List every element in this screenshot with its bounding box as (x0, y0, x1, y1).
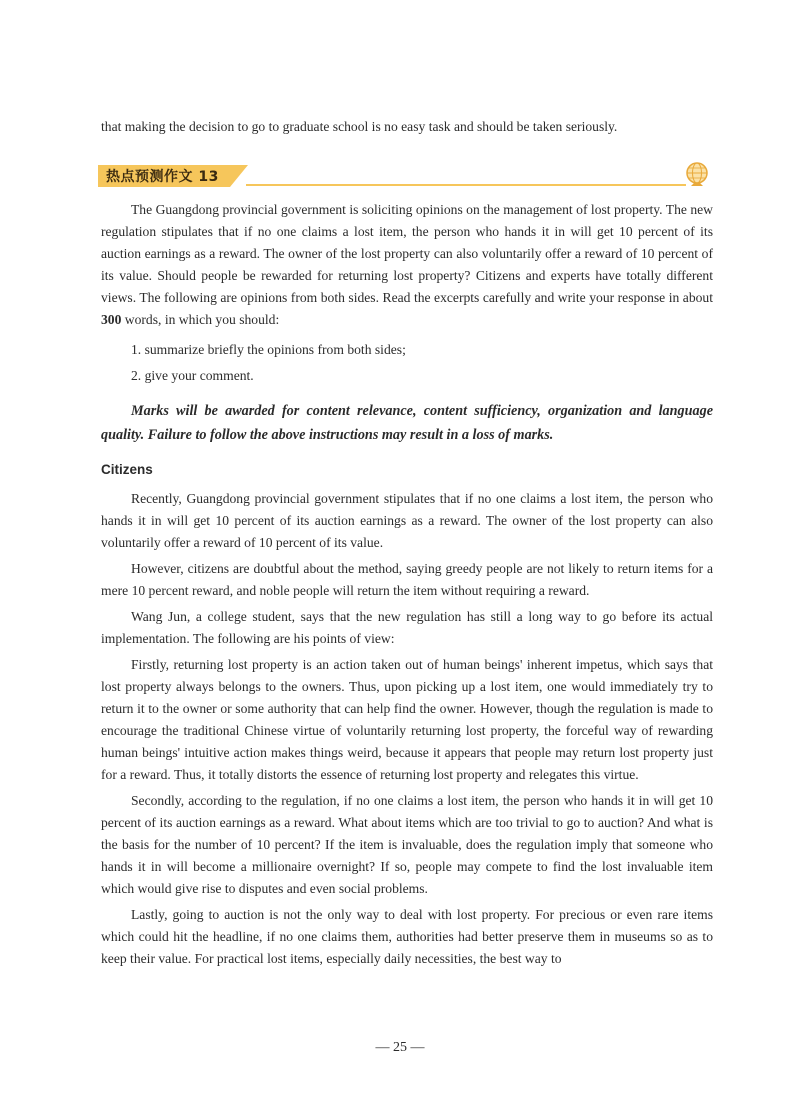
paragraph: Lastly, going to auction is not the only way to deal with lost property. For precious or even rare items which could hit the headline, if no one claims them, authorities had better preserve them in museums so as to keep their value. For practical lost items, especially daily necessities, the best way to (101, 907, 713, 966)
section-heading: Citizens (101, 462, 153, 477)
banner-title: 热点预测作文 13 (106, 169, 219, 185)
paragraph: Wang Jun, a college student, says that the new regulation has still a long way to go before its actual implementation. The following are his points of view: (101, 609, 713, 646)
paragraph: Secondly, according to the regulation, if no one claims a lost item, the person who hands it in will get 10 percent of its auction earnings as a reward. What about items which are too trivial to go to auction? And what is the basis for the number of 10 percent? If the item is invaluable, does the regulation imply that someone who hands it in will become a millionaire overnight? If so, people may compete to find the lost invaluable item which would give rise to disputes and even social problems. (101, 793, 713, 896)
prompt-item-1: 1. summarize briefly the opinions from both sides; (131, 342, 406, 357)
paragraph: Firstly, returning lost property is an action taken out of human beings' inherent impetus, which says that lost property always belongs to the owners. Thus, upon picking up a lost item, one would immediately try to return it to the owner or some authority that can help find the owner. However, though the regulation is made to encourage the traditional Chinese virtue of voluntarily returning lost property, the forceful way of rewarding human beings' intuitive action makes things weird, because it appears that people may return lost property just for a reward. Thus, it totally distorts the essence of returning lost property and relegates this virtue. (101, 657, 713, 782)
globe-icon (682, 159, 712, 189)
word-count: 300 (101, 312, 122, 327)
article-body (101, 199, 713, 970)
page-number: — 25 — (375, 1040, 425, 1055)
paragraph: Recently, Guangdong provincial government stipulates that if no one claims a lost item, the person who hands it in will get 10 percent of its auction earnings as a reward. The owner of the lost property can also voluntarily offer a reward of 10 percent of its value. (101, 491, 713, 550)
prompt-item-2: 2. give your comment. (131, 368, 254, 383)
paragraph: However, citizens are doubtful about the method, saying greedy people are not likely to return items for a mere 10 percent reward, and noble people will return the item without requiring a reward. (101, 561, 713, 598)
marking-note: Marks will be awarded for content relevance, content sufficiency, organization and language quality. Failure to follow the above instructions may result in a loss of marks. (101, 403, 713, 443)
prompt-intro: The Guangdong provincial government is soliciting opinions on the management of lost property. The new regulation stipulates that if no one claims a lost item, the person who hands it in will get 10 percent of its auction earnings as a reward. The owner of the lost property can also voluntarily offer a reward of 10 percent of its value. Should people be rewarded for returning lost property? Citizens and experts have totally different views. The following are opinions from both sides. Read the excerpts carefully and write your response in about 300 words, in which you should: (101, 202, 713, 327)
banner-rule (246, 184, 686, 186)
continued-line-block (101, 116, 713, 138)
continued-line: that making the decision to go to graduate school is no easy task and should be taken seriously. (101, 119, 618, 134)
section-banner (98, 159, 710, 189)
